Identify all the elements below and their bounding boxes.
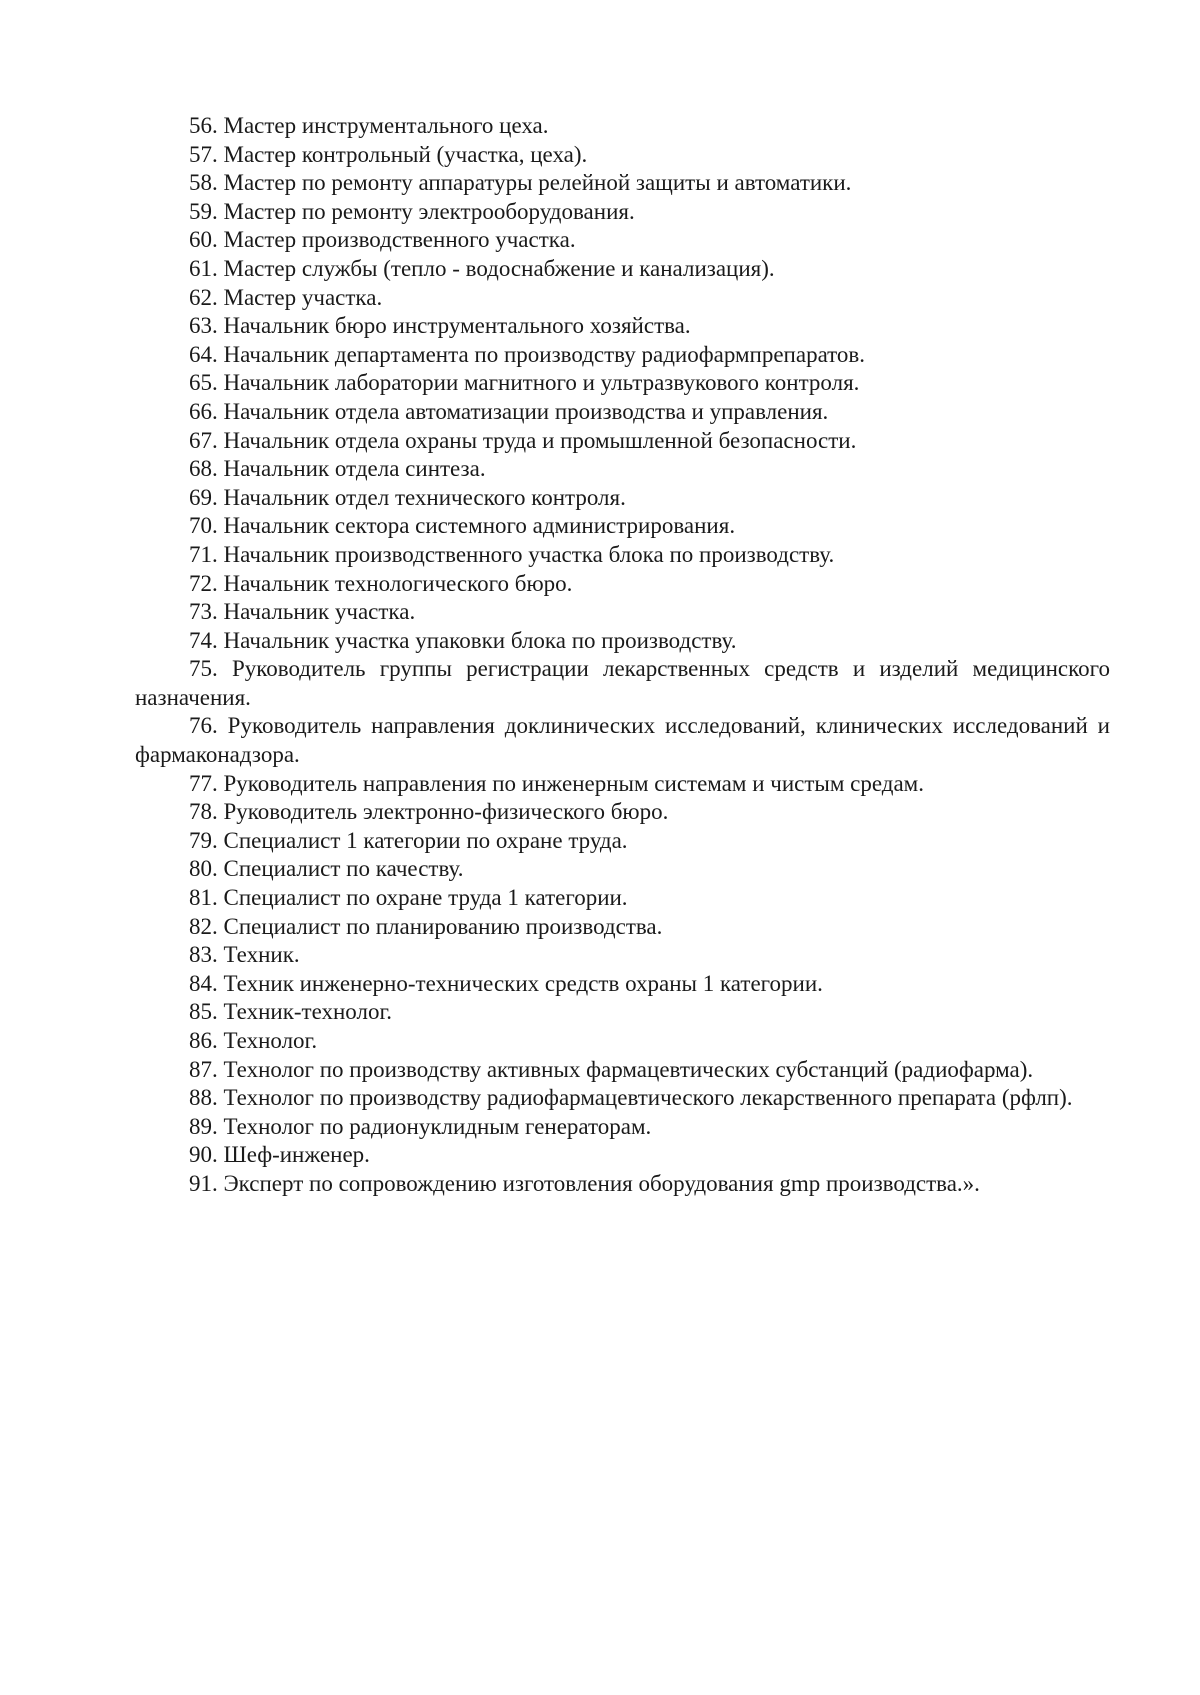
list-item: 66. Начальник отдела автоматизации производства и управления.	[189, 398, 829, 424]
list-item: 69. Начальник отдел технического контроля.	[189, 484, 626, 510]
list-item: 89. Технолог по радионуклидным генераторам.	[189, 1113, 652, 1139]
list-item: 84. Техник инженерно-технических средств охраны 1 категории.	[189, 970, 823, 996]
list-item: 57. Мастер контрольный (участка, цеха).	[189, 141, 588, 167]
list-item: 59. Мастер по ремонту электрооборудования.	[189, 198, 635, 224]
list-item: 80. Специалист по качеству.	[189, 856, 464, 882]
list-item: 70. Начальник сектора системного администрирования.	[189, 513, 736, 539]
list-item: 62. Мастер участка.	[189, 284, 383, 310]
list-item: 78. Руководитель электронно-физического бюро.	[189, 799, 669, 825]
list-item: 63. Начальник бюро инструментального хозяйства.	[189, 313, 691, 339]
list-item: 86. Технолог.	[189, 1028, 318, 1053]
list-item: 79. Специалист 1 категории по охране труда.	[189, 827, 628, 853]
list-item: 81. Специалист по охране труда 1 категории.	[189, 885, 628, 911]
position-list	[135, 112, 1110, 1199]
list-item: 60. Мастер производственного участка.	[189, 227, 576, 253]
list-item: 74. Начальник участка упаковки блока по производству.	[189, 627, 737, 653]
list-item: 72. Начальник технологического бюро.	[189, 570, 573, 596]
list-item: 82. Специалист по планированию производства.	[189, 913, 663, 939]
list-item: 58. Мастер по ремонту аппаратуры релейной защиты и автоматики.	[189, 170, 852, 196]
list-item: 67. Начальник отдела охраны труда и промышленной безопасности.	[189, 427, 857, 453]
list-item: 83. Техник.	[189, 942, 300, 968]
list-item: 76. Руководитель направления доклинических исследований, клинических исследований и фармаконадзора.	[135, 713, 1110, 768]
list-item: 61. Мастер службы (тепло - водоснабжение и канализация).	[189, 255, 775, 281]
list-item: 64. Начальник департамента по производству радиофармпрепаратов.	[189, 341, 866, 367]
list-item: 68. Начальник отдела синтеза.	[189, 456, 486, 482]
list-item: 65. Начальник лаборатории магнитного и ультразвукового контроля.	[189, 370, 860, 396]
list-item: 90. Шеф-инженер.	[189, 1142, 370, 1168]
list-item: 88. Технолог по производству радиофармацевтического лекарственного препарата (рфлп).	[189, 1085, 1073, 1111]
list-item: 71. Начальник производственного участка блока по производству.	[189, 541, 835, 567]
list-item: 85. Техник-технолог.	[189, 999, 393, 1025]
list-item: 73. Начальник участка.	[189, 599, 416, 625]
list-item: 77. Руководитель направления по инженерным системам и чистым средам.	[189, 770, 924, 796]
list-item: 75. Руководитель группы регистрации лекарственных средств и изделий медицинского назначения.	[135, 656, 1110, 710]
list-item: 91. Эксперт по сопровождению изготовления оборудования gmp производства.».	[189, 1170, 980, 1196]
list-item: 56. Мастер инструментального цеха.	[189, 113, 549, 138]
list-item: 87. Технолог по производству активных фармацевтических субстанций (радиофарма).	[189, 1056, 1034, 1082]
